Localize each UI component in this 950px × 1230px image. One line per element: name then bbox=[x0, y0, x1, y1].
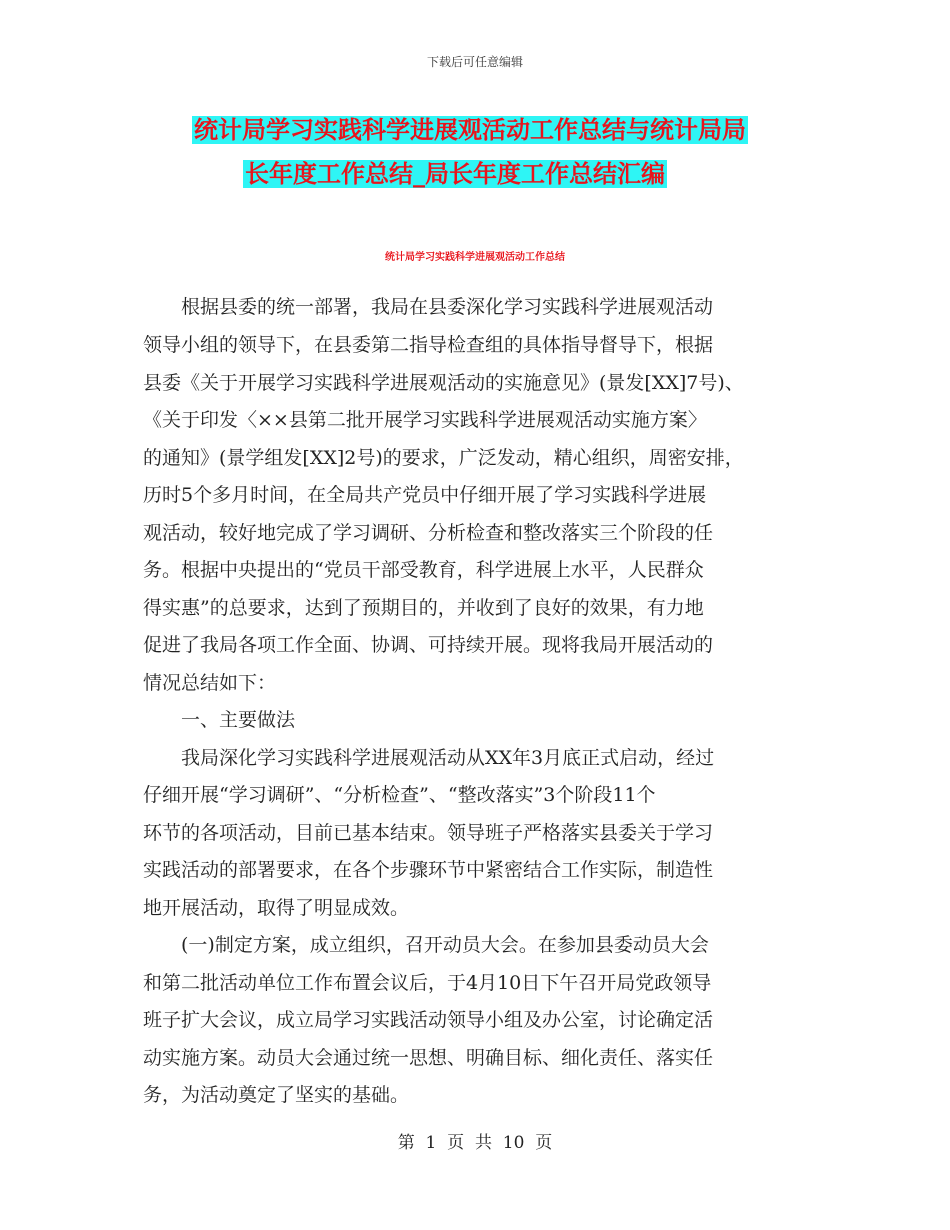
body-line: 仔细开展“学习调研”、“分析检查”、“整改落实”3个阶段11个 bbox=[143, 784, 656, 806]
body-line: 得实惠”的总要求，达到了预期目的，并收到了良好的效果，有力地 bbox=[143, 597, 704, 619]
section-title: 统计局学习实践科学进展观活动工作总结 bbox=[385, 252, 565, 263]
document-title-line-1 bbox=[192, 113, 748, 147]
body-line: 情况总结如下： bbox=[143, 672, 277, 694]
body-line: 我局深化学习实践科学进展观活动从XX年3月底正式启动，经过 bbox=[143, 747, 715, 769]
document-title-line-1-text: 统计局学习实践科学进展观活动工作总结与统计局局 bbox=[194, 116, 746, 144]
body-line: 务，为活动奠定了坚实的基础。 bbox=[143, 1084, 410, 1106]
body-line: 和第二批活动单位工作布置会议后，于4月10日下午召开局党政领导 bbox=[143, 972, 712, 994]
body-line: 《关于印发〈××县第二批开展学习实践科学进展观活动实施方案〉 bbox=[143, 409, 707, 431]
body-line: 环节的各项活动，目前已基本结束。领导班子严格落实县委关于学习 bbox=[143, 822, 714, 844]
body-line: 实践活动的部署要求，在各个步骤环节中紧密结合工作实际，制造性 bbox=[143, 859, 714, 881]
body-line: 地开展活动，取得了明显成效。 bbox=[143, 897, 410, 919]
document-title-line-2-text: 长年度工作总结_局长年度工作总结汇编 bbox=[245, 160, 665, 188]
body-line: 观活动，较好地完成了学习调研、分析检查和整改落实三个阶段的任 bbox=[143, 522, 714, 544]
page-footer: 第 1 页 共 10 页 bbox=[397, 1133, 553, 1153]
body-line: 县委《关于开展学习实践科学进展观活动的实施意见》(景发[XX]7号)、 bbox=[143, 372, 744, 394]
header-note: 下载后可任意编辑 bbox=[426, 55, 523, 69]
body-line: 促进了我局各项工作全面、协调、可持续开展。现将我局开展活动的 bbox=[143, 634, 714, 656]
body-line: 领导小组的领导下，在县委第二指导检查组的具体指导督导下，根据 bbox=[143, 334, 714, 356]
body-line: 班子扩大会议，成立局学习实践活动领导小组及办公室，讨论确定活 bbox=[143, 1009, 714, 1031]
body-line: 历时5个多月时间，在全局共产党员中仔细开展了学习实践科学进展 bbox=[143, 484, 707, 506]
body-line: 根据县委的统一部署，我局在县委深化学习实践科学进展观活动 bbox=[143, 296, 714, 318]
body-line: 的通知》(景学组发[XX]2号)的要求，广泛发动，精心组织，周密安排， bbox=[143, 447, 744, 469]
body-line: 务。根据中央提出的“党员干部受教育，科学进展上水平，人民群众 bbox=[143, 559, 704, 581]
section-heading: 一、主要做法 bbox=[143, 709, 296, 731]
body-line: (一)制定方案，成立组织，召开动员大会。在参加县委动员大会 bbox=[143, 934, 709, 956]
document-title-line-2 bbox=[243, 157, 667, 191]
body-line: 动实施方案。动员大会通过统一思想、明确目标、细化责任、落实任 bbox=[143, 1047, 714, 1069]
